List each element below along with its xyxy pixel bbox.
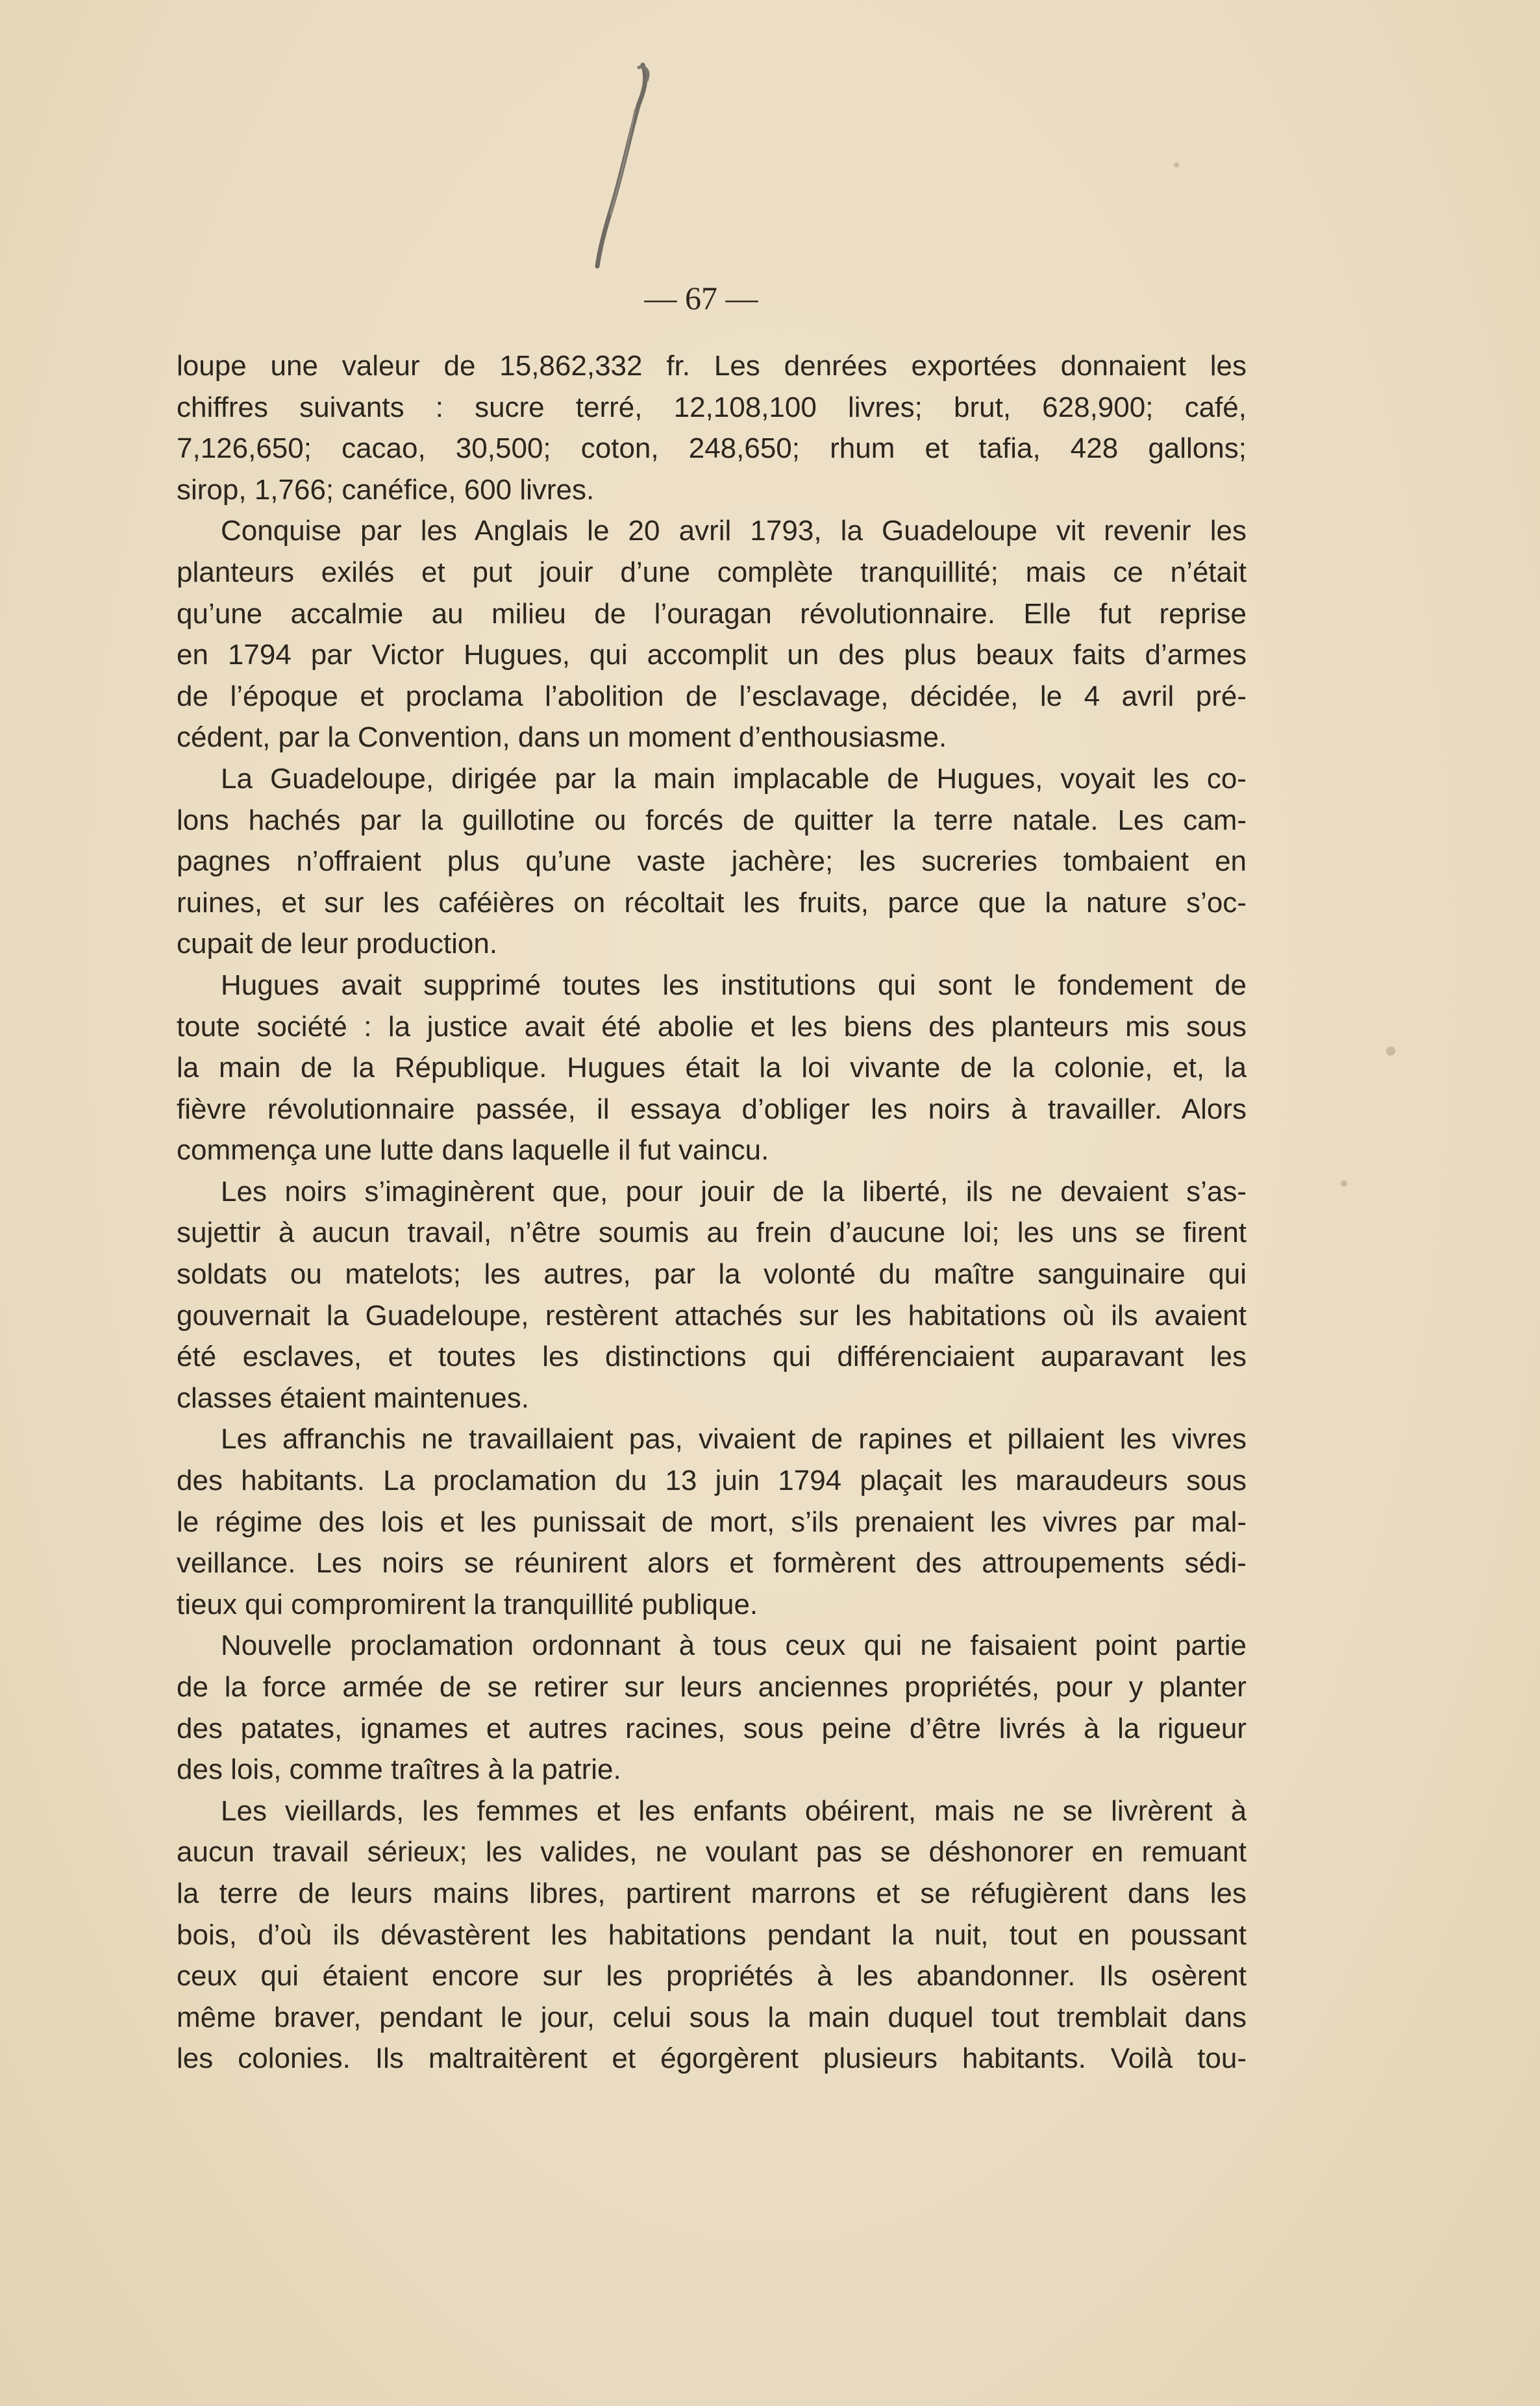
text-line: les colonies. Ils maltraitèrent et égorgèrent plusieurs habitants. Voilà tou- — [177, 2042, 1247, 2075]
text-line: cupait de leur production. — [177, 928, 498, 960]
text-line: fièvre révolutionnaire passée, il essaya d’obliger les noirs à travailler. Alors — [177, 1093, 1247, 1125]
text-line: Les vieillards, les femmes et les enfants obéirent, mais ne se livrèrent à — [221, 1794, 1247, 1827]
text-line: tieux qui compromirent la tranquillité publique. — [177, 1588, 758, 1620]
text-line: des habitants. La proclamation du 13 juin 1794 plaçait les maraudeurs sous — [177, 1465, 1247, 1497]
text-line: La Guadeloupe, dirigée par la main implacable de Hugues, voyait les co- — [221, 762, 1247, 795]
text-line: 7,126,650; cacao, 30,500; coton, 248,650; rhum et tafia, 428 gallons; — [177, 432, 1247, 465]
text-line: pagnes n’offraient plus qu’une vaste jachère; les sucreries tombaient en — [177, 845, 1247, 878]
text-line: en 1794 par Victor Hugues, qui accomplit un des plus beaux faits d’armes — [177, 639, 1247, 671]
text-line: soldats ou matelots; les autres, par la volonté du maître sanguinaire qui — [177, 1258, 1247, 1291]
text-line: loupe une valeur de 15,862,332 fr. Les denrées exportées donnaient les — [177, 350, 1247, 382]
text-line: de la force armée de se retirer sur leurs anciennes propriétés, pour y planter — [177, 1671, 1247, 1703]
text-line: le régime des lois et les punissait de mort, s’ils prenaient les vivres par mal- — [177, 1506, 1247, 1538]
text-line: toute société : la justice avait été abolie et les biens des planteurs mis sous — [177, 1010, 1247, 1043]
text-line: sujettir à aucun travail, n’être soumis au frein d’aucune loi; les uns se firent — [177, 1217, 1247, 1249]
text-line: des lois, comme traîtres à la patrie. — [177, 1754, 621, 1786]
text-line: bois, d’où ils dévastèrent les habitations pendant la nuit, tout en poussant — [177, 1918, 1247, 1951]
text-line: planteurs exilés et put jouir d’une complète tranquillité; mais ce n’était — [177, 556, 1247, 588]
text-line: de l’époque et proclama l’abolition de l’esclavage, décidée, le 4 avril pré- — [177, 680, 1247, 712]
text-line: qu’une accalmie au milieu de l’ouragan révolutionnaire. Elle fut reprise — [177, 597, 1247, 630]
body-text — [177, 345, 1247, 2079]
text-line: Les noirs s’imaginèrent que, pour jouir de la liberté, ils ne devaient s’as- — [221, 1175, 1247, 1208]
text-line: lons hachés par la guillotine ou forcés de quitter la terre natale. Les cam- — [177, 804, 1247, 836]
text-line: chiffres suivants : sucre terré, 12,108,100 livres; brut, 628,900; café, — [177, 391, 1247, 423]
page-number: — 67 — — [644, 280, 758, 316]
text-line: sirop, 1,766; canéfice, 600 livres. — [177, 473, 595, 506]
text-line: Nouvelle proclamation ordonnant à tous ceux qui ne faisaient point partie — [221, 1630, 1247, 1662]
text-line: même braver, pendant le jour, celui sous la main duquel tout tremblait dans — [177, 2001, 1247, 2033]
paper-spot — [1386, 1047, 1395, 1056]
text-line: cédent, par la Convention, dans un moment d’enthousiasme. — [177, 721, 947, 754]
text-line: classes étaient maintenues. — [177, 1382, 529, 1414]
paper-spot — [1174, 162, 1179, 167]
text-line: Conquise par les Anglais le 20 avril 1793, la Guadeloupe vit revenir les — [221, 515, 1247, 547]
text-line: été esclaves, et toutes les distinctions qui différenciaient auparavant les — [177, 1341, 1247, 1373]
paper-spot — [1341, 1180, 1347, 1187]
text-line: ceux qui étaient encore sur les propriétés à les abandonner. Ils osèrent — [177, 1960, 1247, 1992]
text-line: des patates, ignames et autres racines, sous peine d’être livrés à la rigueur — [177, 1712, 1247, 1744]
text-line: la terre de leurs mains libres, partirent marrons et se réfugièrent dans les — [177, 1877, 1247, 1909]
text-line: ruines, et sur les caféières on récoltait les fruits, parce que la nature s’oc- — [177, 886, 1247, 919]
text-line: la main de la République. Hugues était la loi vivante de la colonie, et, la — [177, 1052, 1247, 1084]
text-line: commença une lutte dans laquelle il fut vaincu. — [177, 1134, 769, 1167]
text-line: Hugues avait supprimé toutes les institutions qui sont le fondement de — [221, 969, 1247, 1001]
text-line: veillance. Les noirs se réunirent alors et formèrent des attroupements sédi- — [177, 1547, 1247, 1580]
text-line: Les affranchis ne travaillaient pas, vivaient de rapines et pillaient les vivres — [221, 1423, 1247, 1456]
text-line: gouvernait la Guadeloupe, restèrent attachés sur les habitations où ils avaient — [177, 1299, 1247, 1332]
pencil-mark — [571, 58, 675, 279]
text-line: aucun travail sérieux; les valides, ne voulant pas se déshonorer en remuant — [177, 1836, 1247, 1868]
